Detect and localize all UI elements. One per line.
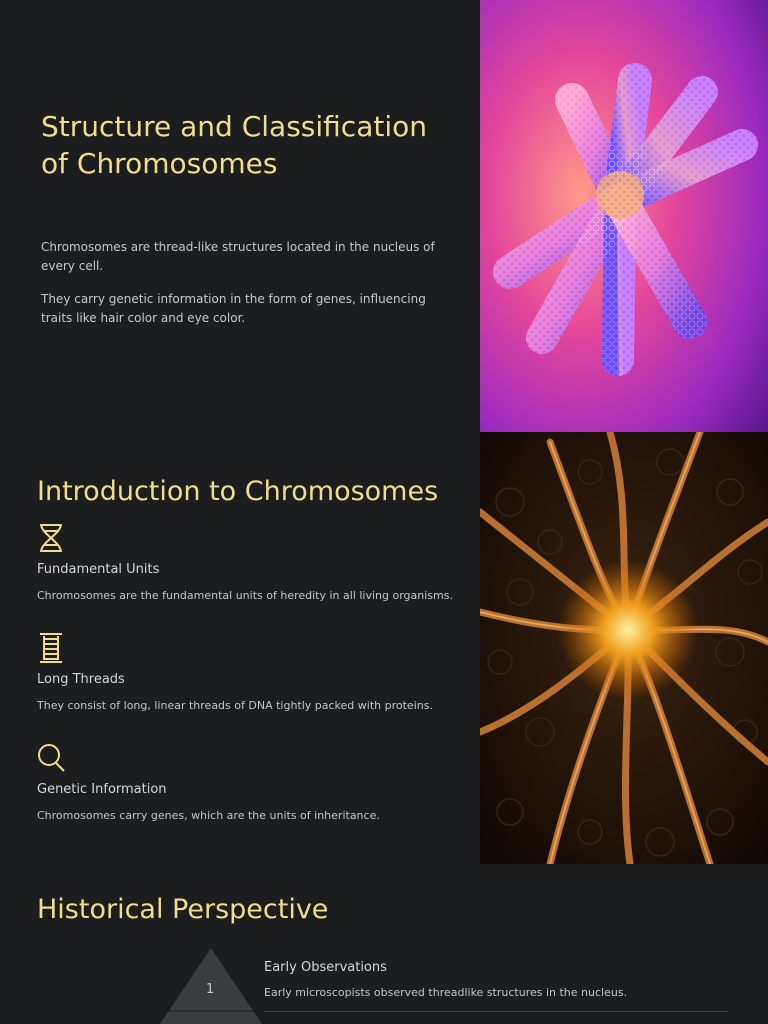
feature-title-genetic-information: Genetic Information	[37, 782, 167, 797]
intro-section	[0, 0, 768, 432]
neuron-image	[480, 432, 768, 864]
history-section	[0, 864, 768, 1024]
chromosome-image	[480, 0, 768, 432]
dna-icon	[37, 522, 65, 554]
timeline-step-description: Early microscopists observed threadlike structures in the nucleus.	[264, 986, 628, 999]
intro-paragraph-1: Chromosomes are thread-like structures located in the nucleus of every cell.	[41, 240, 435, 273]
section-title-history: Historical Perspective	[37, 894, 329, 925]
timeline-divider	[264, 1011, 728, 1012]
timeline-step-title: Early Observations	[264, 960, 387, 975]
ladder-icon	[37, 632, 65, 664]
chromosomes-section	[0, 432, 768, 864]
feature-title-long-threads: Long Threads	[37, 672, 125, 687]
section-title: Introduction to Chromosomes	[37, 476, 439, 507]
magnifier-icon	[37, 742, 65, 774]
timeline-step-number: 1	[205, 982, 215, 997]
intro-paragraph-2: They carry genetic information in the form of genes, influencing traits like hair color and eye color.	[41, 292, 426, 325]
feature-desc-fundamental-units: Chromosomes are the fundamental units of heredity in all living organisms.	[37, 589, 453, 602]
feature-desc-long-threads: They consist of long, linear threads of DNA tightly packed with proteins.	[37, 699, 433, 712]
page-title: Structure and Classification of Chromosomes	[41, 110, 427, 180]
feature-title-fundamental-units: Fundamental Units	[37, 562, 160, 577]
feature-desc-genetic-information: Chromosomes carry genes, which are the units of inheritance.	[37, 809, 380, 822]
